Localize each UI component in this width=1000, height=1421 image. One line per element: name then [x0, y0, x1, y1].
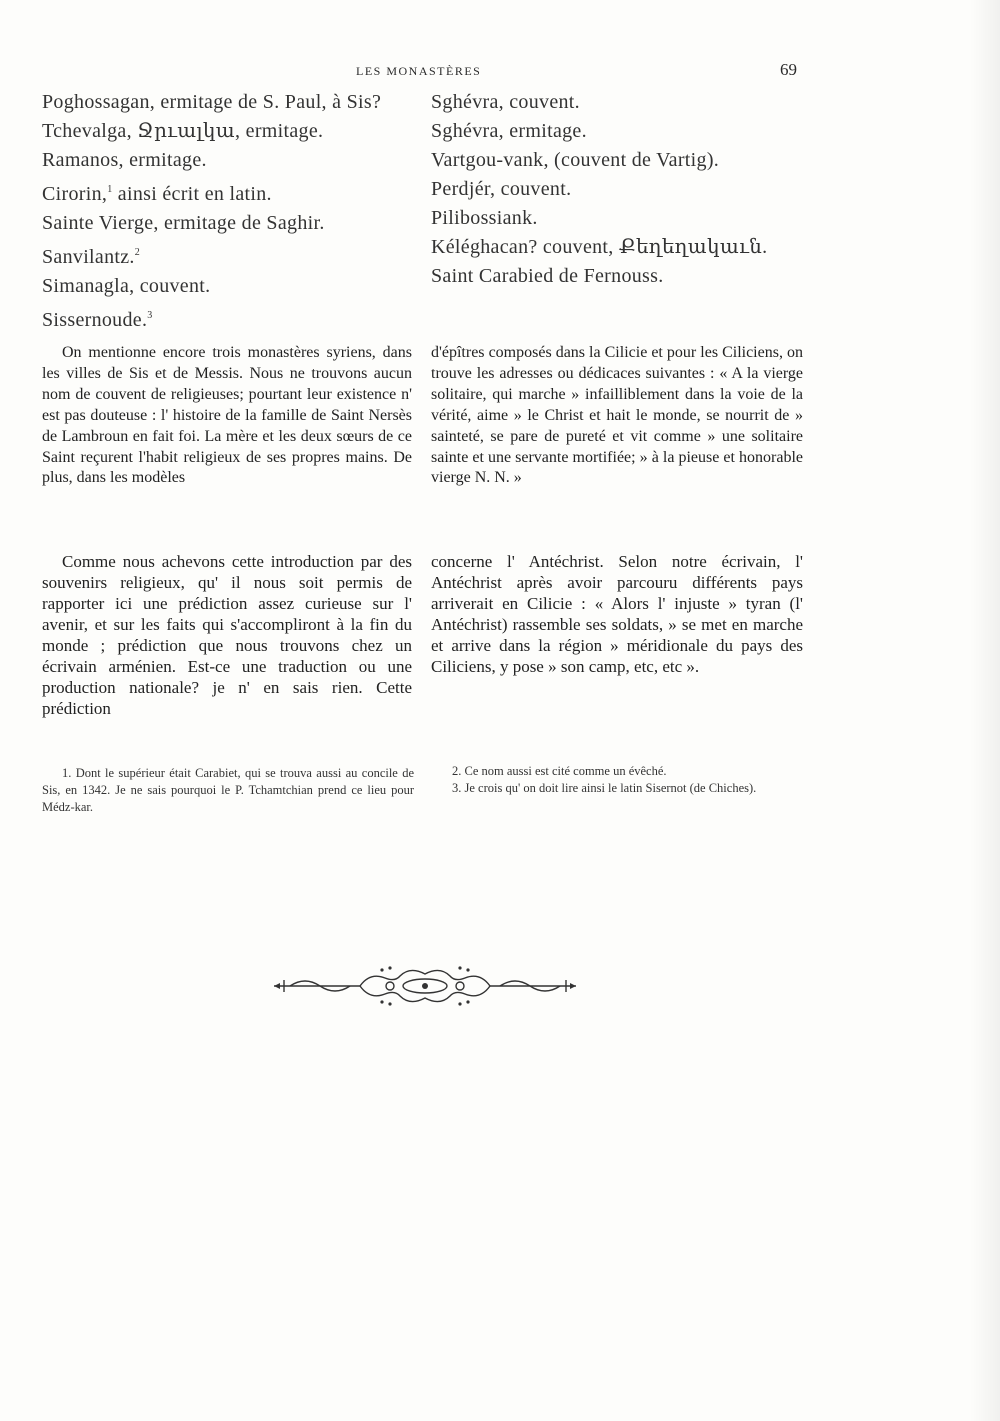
monastery-list-left: [42, 88, 412, 335]
footnote: 1. Dont le supérieur était Carabiet, qui se trouva aussi au concile de Sis, en 1342. Je ne sais pourquoi le P. Tchamtchian prend ce lieu pour Médz-kar.: [42, 766, 414, 814]
page-number: 69: [780, 60, 797, 79]
list-item: Pilibossiank.: [431, 207, 538, 229]
paragraph-text: Comme nous achevons cette introduction par des souvenirs religieux, qu' il nous soit permis de rapporter ici une prédiction assez curieuse sur l' avenir, et sur les faits qui s'accompliront à la fin du monde ; prédiction que nous trouvons chez un écrivain arménien. Est-ce une traduction ou une production nationale? je n' en sais rien. Cette prédiction: [42, 552, 412, 718]
list-item: Vartgou-vank, (couvent de Vartig).: [431, 149, 720, 171]
list-item: Tchevalga, Ջրւալկա, ermitage.: [42, 120, 324, 142]
list-item: Sanvilantz.$^2$: [42, 246, 141, 268]
paragraph-column-left: [42, 343, 412, 489]
page-edge-shadow: [970, 0, 1000, 1421]
list-item: Sghévra, ermitage.: [431, 120, 587, 142]
paragraph-column-right: [431, 551, 803, 677]
list-item: Saint Carabied de Fernouss.: [431, 265, 664, 287]
paragraph-text: d'épîtres composés dans la Cilicie et pour les Ciliciens, on trouve les adresses ou dédicaces suivantes : « A la vierge solitaire, qui marche » infailliblement dans la voie de la vérité, aime » le Christ et hait le monde, se nourrit de » sainteté, se pare de pureté et vit comme » une solitaire sainte et une servante mortifiée; » à la pieuse et honorable vierge N. N. »: [431, 344, 803, 487]
footnote-ref: 2: [134, 247, 141, 258]
footnote-ref: 3: [147, 310, 153, 321]
list-item: Sainte Vierge, ermitage de Saghir.: [42, 212, 325, 234]
footnotes-right: [432, 763, 804, 797]
list-item: Sghévra, couvent.: [431, 91, 580, 113]
running-header: LES MONASTÈRES: [356, 64, 482, 78]
footnote: 2. Ce nom aussi est cité comme un évêché.: [452, 764, 667, 778]
monastery-list-right: [431, 88, 791, 291]
paragraph-column-left: [42, 551, 412, 719]
footnote-ref: 1: [107, 184, 113, 195]
footnotes-left: [42, 765, 414, 816]
list-item: Cirorin,$^1$ ainsi écrit en latin.: [42, 183, 272, 205]
list-item: Simanagla, couvent.: [42, 275, 211, 297]
paragraph-column-right: [431, 343, 803, 489]
paragraph-text: concerne l' Antéchrist. Selon notre écrivain, l' Antéchrist après avoir parcouru différents pays arriverait en Cilicie : « Alors l' injuste » tyran (l' Antéchrist) rassemble ses soldats, » se met en marche et arrive dans la région » méridionale du pays des Ciliciens, y pose » son camp, etc, etc ».: [431, 552, 803, 676]
list-item: Ramanos, ermitage.: [42, 149, 207, 171]
paragraph-text: On mentionne encore trois monastères syriens, dans les villes de Sis et de Messis. Nous ne trouvons aucun nom de couvent de religieuses; pourtant leur existence n' est pas douteuse : l' histoire de la famille de Saint Nersès de Lambroun en fait foi. La mère et les deux sœurs de ce Saint reçurent l'habit religieux de ses propres mains. De plus, dans les modèles: [42, 344, 412, 487]
list-item: Kéléghacan? couvent, Քեղեղակաւն.: [431, 236, 768, 258]
decorative-ornament-icon: [270, 962, 580, 1010]
list-item: Poghossagan, ermitage de S. Paul, à Sis?: [42, 91, 382, 113]
list-item: Perdjér, couvent.: [431, 178, 572, 200]
list-item: Sissernoude.$^3$: [42, 309, 153, 331]
footnote: 3. Je crois qu' on doit lire ainsi le latin Sisernot (de Chiches).: [452, 781, 757, 795]
